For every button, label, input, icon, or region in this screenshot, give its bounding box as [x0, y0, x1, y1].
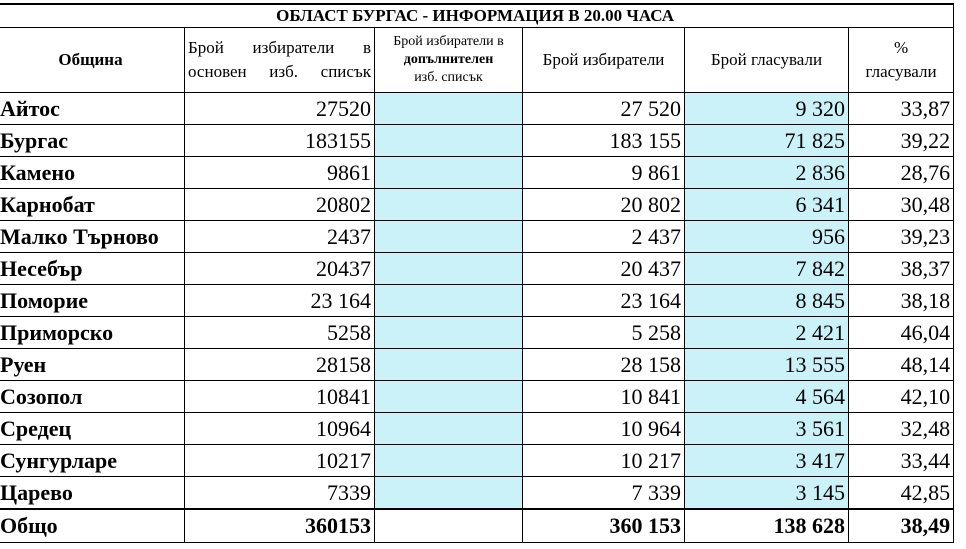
- supplementary-list-count: [375, 221, 523, 253]
- main-list-count: 10841: [185, 381, 375, 413]
- main-list-count: 9861: [185, 157, 375, 189]
- header-voters: Брой избиратели: [523, 28, 685, 93]
- voted-count: 956: [685, 221, 849, 253]
- voters-count: 10 964: [523, 413, 685, 445]
- header-municipality: Община: [0, 28, 185, 93]
- municipality-name: Камено: [0, 157, 185, 189]
- total-percent: 38,49: [849, 509, 954, 543]
- voted-count: 9 320: [685, 93, 849, 125]
- municipality-name: Царево: [0, 477, 185, 510]
- voters-count: 7 339: [523, 477, 685, 510]
- voters-count: 183 155: [523, 125, 685, 157]
- voters-count: 9 861: [523, 157, 685, 189]
- voters-count: 20 802: [523, 189, 685, 221]
- voted-percent: 28,76: [849, 157, 954, 189]
- main-list-count: 10964: [185, 413, 375, 445]
- supplementary-list-count: [375, 189, 523, 221]
- voted-percent: 39,22: [849, 125, 954, 157]
- header-main-list: Брой избиратели в основен изб. списък: [185, 28, 375, 93]
- main-list-count: 28158: [185, 349, 375, 381]
- header-voted: Брой гласували: [685, 28, 849, 93]
- municipality-name: Несебър: [0, 253, 185, 285]
- voted-count: 2 836: [685, 157, 849, 189]
- supplementary-list-count: [375, 477, 523, 510]
- voters-count: 2 437: [523, 221, 685, 253]
- table-row: [0, 189, 954, 221]
- voted-count: 2 421: [685, 317, 849, 349]
- table-row: [0, 253, 954, 285]
- municipality-name: Бургас: [0, 125, 185, 157]
- municipality-name: Айтос: [0, 93, 185, 125]
- main-list-count: 183155: [185, 125, 375, 157]
- main-list-count: 2437: [185, 221, 375, 253]
- supplementary-list-count: [375, 125, 523, 157]
- voted-percent: 32,48: [849, 413, 954, 445]
- header-percent: [849, 28, 954, 93]
- main-list-count: 20802: [185, 189, 375, 221]
- header-supp-line-3: изб. списък: [414, 70, 483, 85]
- municipality-name: Карнобат: [0, 189, 185, 221]
- voters-count: 28 158: [523, 349, 685, 381]
- header-supp-line-2: допълнителен: [403, 52, 494, 67]
- voted-percent: 38,37: [849, 253, 954, 285]
- voted-count: 7 842: [685, 253, 849, 285]
- voted-percent: 39,23: [849, 221, 954, 253]
- voted-count: 4 564: [685, 381, 849, 413]
- voted-count: 3 145: [685, 477, 849, 510]
- voted-count: 8 845: [685, 285, 849, 317]
- municipality-name: Средец: [0, 413, 185, 445]
- main-list-count: 7339: [185, 477, 375, 510]
- table-row: [0, 125, 954, 157]
- voted-percent: 42,10: [849, 381, 954, 413]
- voted-percent: 48,14: [849, 349, 954, 381]
- voted-percent: 42,85: [849, 477, 954, 510]
- total-voters: 360 153: [523, 509, 685, 543]
- supplementary-list-count: [375, 157, 523, 189]
- voters-count: 10 217: [523, 445, 685, 477]
- voted-count: 71 825: [685, 125, 849, 157]
- header-supp-line-1: Брой избиратели в: [393, 34, 504, 49]
- voters-count: 27 520: [523, 93, 685, 125]
- voters-count: 5 258: [523, 317, 685, 349]
- voted-percent: 38,18: [849, 285, 954, 317]
- supplementary-list-count: [375, 349, 523, 381]
- table-row: [0, 445, 954, 477]
- supplementary-list-count: [375, 445, 523, 477]
- total-main-list: 360153: [185, 509, 375, 543]
- supplementary-list-count: [375, 93, 523, 125]
- table-row: [0, 93, 954, 125]
- table-row: [0, 221, 954, 253]
- table-row: [0, 413, 954, 445]
- main-list-count: 20437: [185, 253, 375, 285]
- main-list-count: 27520: [185, 93, 375, 125]
- municipality-name: Малко Търново: [0, 221, 185, 253]
- header-supplementary-list: [375, 28, 523, 93]
- table-row: [0, 317, 954, 349]
- total-label: Общо: [0, 509, 185, 543]
- voted-percent: 46,04: [849, 317, 954, 349]
- header-pct-line-2: гласували: [865, 62, 937, 81]
- supplementary-list-count: [375, 285, 523, 317]
- header-pct-line-1: %: [893, 38, 909, 57]
- supplementary-list-count: [375, 253, 523, 285]
- voted-count: 3 417: [685, 445, 849, 477]
- municipality-name: Руен: [0, 349, 185, 381]
- voted-percent: 30,48: [849, 189, 954, 221]
- total-voted: 138 628: [685, 509, 849, 543]
- table-row: [0, 285, 954, 317]
- municipality-name: Созопол: [0, 381, 185, 413]
- supplementary-list-count: [375, 381, 523, 413]
- voted-count: 6 341: [685, 189, 849, 221]
- voted-count: 13 555: [685, 349, 849, 381]
- table-row: [0, 349, 954, 381]
- voted-percent: 33,87: [849, 93, 954, 125]
- voters-count: 20 437: [523, 253, 685, 285]
- election-table: [0, 3, 954, 543]
- municipality-name: Сунгурларе: [0, 445, 185, 477]
- total-supplementary-list: [375, 509, 523, 543]
- table-row: [0, 157, 954, 189]
- voted-percent: 33,44: [849, 445, 954, 477]
- municipality-name: Поморие: [0, 285, 185, 317]
- municipality-name: Приморско: [0, 317, 185, 349]
- main-list-count: 10217: [185, 445, 375, 477]
- main-list-count: 5258: [185, 317, 375, 349]
- table-row: [0, 381, 954, 413]
- supplementary-list-count: [375, 317, 523, 349]
- supplementary-list-count: [375, 413, 523, 445]
- voted-count: 3 561: [685, 413, 849, 445]
- total-row: [0, 509, 954, 543]
- voters-count: 10 841: [523, 381, 685, 413]
- main-list-count: 23 164: [185, 285, 375, 317]
- voters-count: 23 164: [523, 285, 685, 317]
- table-row: [0, 477, 954, 510]
- table-title: ОБЛАСТ БУРГАС - ИНФОРМАЦИЯ В 20.00 ЧАСА: [0, 4, 954, 28]
